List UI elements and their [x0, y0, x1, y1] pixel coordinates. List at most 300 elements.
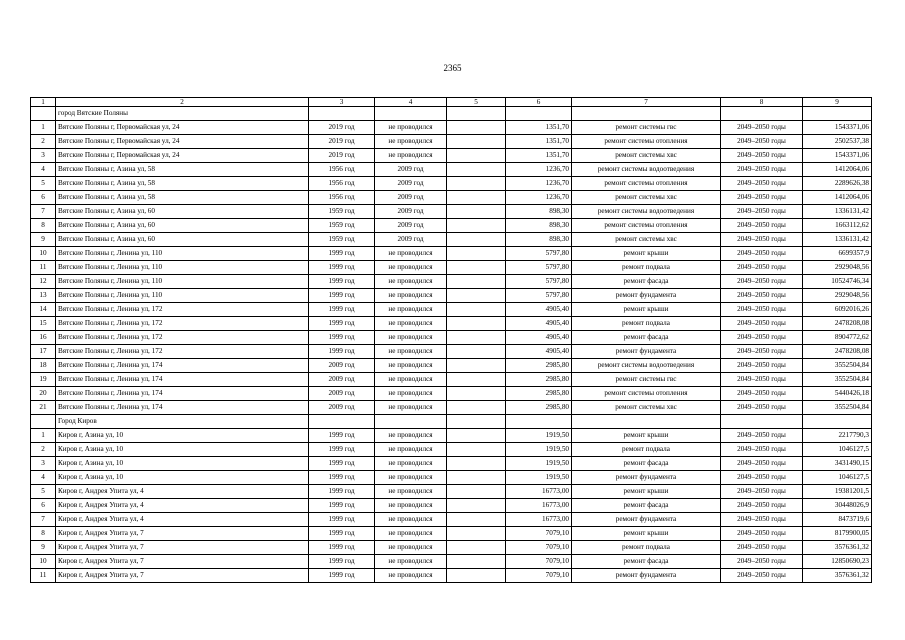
cost: 30448026,9: [803, 499, 872, 513]
address: Вятские Поляны г, Ленина ул, 172: [56, 345, 309, 359]
row-number: 4: [31, 471, 56, 485]
column-number-row: [31, 98, 872, 107]
empty-cell: [447, 429, 506, 443]
table-row: [31, 555, 872, 569]
empty-cell: [447, 303, 506, 317]
row-number: 6: [31, 191, 56, 205]
work-type: ремонт крыши: [572, 429, 721, 443]
planned-period: 2049–2050 годы: [721, 513, 803, 527]
construction-year: 1959 год: [309, 205, 375, 219]
row-number: 8: [31, 219, 56, 233]
last-repair-year: не проводился: [375, 499, 447, 513]
construction-year: 1956 год: [309, 163, 375, 177]
construction-year: 1999 год: [309, 303, 375, 317]
cost: 1412064,06: [803, 191, 872, 205]
planned-period: 2049–2050 годы: [721, 303, 803, 317]
last-repair-year: 2009 год: [375, 177, 447, 191]
last-repair-year: не проводился: [375, 541, 447, 555]
table-row: [31, 261, 872, 275]
planned-period: 2049–2050 годы: [721, 569, 803, 583]
last-repair-year: не проводился: [375, 429, 447, 443]
construction-year: 2009 год: [309, 387, 375, 401]
area: 1919,50: [506, 457, 572, 471]
last-repair-year: 2009 год: [375, 205, 447, 219]
empty-cell: [447, 555, 506, 569]
area: 7079,10: [506, 527, 572, 541]
address: Киров г, Андрея Упита ул, 4: [56, 499, 309, 513]
planned-period: 2049–2050 годы: [721, 121, 803, 135]
last-repair-year: 2009 год: [375, 163, 447, 177]
last-repair-year: не проводился: [375, 471, 447, 485]
cost: 3576361,32: [803, 569, 872, 583]
cost: 3552504,84: [803, 359, 872, 373]
table-row: [31, 485, 872, 499]
row-number: 10: [31, 555, 56, 569]
area: 7079,10: [506, 541, 572, 555]
construction-year: 1999 год: [309, 345, 375, 359]
empty-cell: [506, 415, 572, 429]
area: 4905,40: [506, 303, 572, 317]
address: Вятские Поляны г, Ленина ул, 172: [56, 317, 309, 331]
work-type: ремонт фундамента: [572, 345, 721, 359]
work-type: ремонт системы хвс: [572, 401, 721, 415]
row-number: 5: [31, 177, 56, 191]
address: Киров г, Азина ул, 10: [56, 429, 309, 443]
area: 7079,10: [506, 555, 572, 569]
planned-period: 2049–2050 годы: [721, 541, 803, 555]
planned-period: 2049–2050 годы: [721, 219, 803, 233]
construction-year: 1999 год: [309, 331, 375, 345]
row-number: 11: [31, 569, 56, 583]
address: Вятские Поляны г, Первомайская ул, 24: [56, 149, 309, 163]
table-row: [31, 219, 872, 233]
last-repair-year: не проводился: [375, 303, 447, 317]
cost: 8904772,62: [803, 331, 872, 345]
row-number: 14: [31, 303, 56, 317]
column-number: 4: [375, 98, 447, 107]
address: Вятские Поляны г, Ленина ул, 172: [56, 303, 309, 317]
last-repair-year: не проводился: [375, 275, 447, 289]
planned-period: 2049–2050 годы: [721, 205, 803, 219]
row-number: 1: [31, 121, 56, 135]
table-row: [31, 401, 872, 415]
table-row: [31, 121, 872, 135]
empty-cell: [309, 415, 375, 429]
area: 1919,50: [506, 429, 572, 443]
work-type: ремонт фасада: [572, 331, 721, 345]
row-number: 2: [31, 135, 56, 149]
address: Киров г, Андрея Упита ул, 7: [56, 555, 309, 569]
row-number: 7: [31, 513, 56, 527]
address: Вятские Поляны г, Азина ул, 60: [56, 233, 309, 247]
construction-year: 1999 год: [309, 499, 375, 513]
construction-year: 1999 год: [309, 261, 375, 275]
empty-cell: [447, 121, 506, 135]
planned-period: 2049–2050 годы: [721, 471, 803, 485]
empty-cell: [803, 107, 872, 121]
cost: 1336131,42: [803, 205, 872, 219]
area: 1919,50: [506, 471, 572, 485]
row-number: 4: [31, 163, 56, 177]
work-type: ремонт подвала: [572, 261, 721, 275]
planned-period: 2049–2050 годы: [721, 135, 803, 149]
planned-period: 2049–2050 годы: [721, 317, 803, 331]
cost: 3431490,15: [803, 457, 872, 471]
empty-cell: [309, 107, 375, 121]
row-number: 6: [31, 499, 56, 513]
table-row: [31, 513, 872, 527]
construction-year: 1999 год: [309, 443, 375, 457]
column-number: 7: [572, 98, 721, 107]
work-type: ремонт системы водоотведения: [572, 205, 721, 219]
area: 5797,80: [506, 289, 572, 303]
empty-cell: [447, 107, 506, 121]
row-number: 3: [31, 457, 56, 471]
planned-period: 2049–2050 годы: [721, 401, 803, 415]
last-repair-year: не проводился: [375, 555, 447, 569]
table-row: [31, 135, 872, 149]
empty-cell: [447, 317, 506, 331]
cost: 2289626,38: [803, 177, 872, 191]
last-repair-year: не проводился: [375, 121, 447, 135]
row-number: 21: [31, 401, 56, 415]
area: 5797,80: [506, 247, 572, 261]
work-type: ремонт подвала: [572, 541, 721, 555]
table-row: [31, 303, 872, 317]
planned-period: 2049–2050 годы: [721, 261, 803, 275]
empty-cell: [447, 373, 506, 387]
empty-cell: [375, 415, 447, 429]
empty-cell: [447, 401, 506, 415]
work-type: ремонт фасада: [572, 499, 721, 513]
cost: 6092016,26: [803, 303, 872, 317]
planned-period: 2049–2050 годы: [721, 555, 803, 569]
empty-cell: [447, 191, 506, 205]
cost: 2217790,3: [803, 429, 872, 443]
empty-cell: [803, 415, 872, 429]
construction-year: 2019 год: [309, 121, 375, 135]
address: Киров г, Азина ул, 10: [56, 471, 309, 485]
last-repair-year: не проводился: [375, 289, 447, 303]
table-row: [31, 527, 872, 541]
row-number: 19: [31, 373, 56, 387]
area: 4905,40: [506, 331, 572, 345]
last-repair-year: 2009 год: [375, 191, 447, 205]
construction-year: 1959 год: [309, 219, 375, 233]
table-row: [31, 499, 872, 513]
construction-year: 2009 год: [309, 359, 375, 373]
table-row: [31, 149, 872, 163]
area: 4905,40: [506, 317, 572, 331]
cost: 8473719,6: [803, 513, 872, 527]
empty-cell: [721, 107, 803, 121]
column-number: 9: [803, 98, 872, 107]
work-type: ремонт фундамента: [572, 289, 721, 303]
table-row: [31, 443, 872, 457]
cost: 1336131,42: [803, 233, 872, 247]
empty-cell: [447, 331, 506, 345]
row-number: 9: [31, 541, 56, 555]
column-number: 8: [721, 98, 803, 107]
column-number: 2: [56, 98, 309, 107]
section-title: Город Киров: [56, 415, 309, 429]
area: 1236,70: [506, 163, 572, 177]
cost: 3576361,32: [803, 541, 872, 555]
construction-year: 1956 год: [309, 191, 375, 205]
cost: 5440426,18: [803, 387, 872, 401]
empty-cell: [447, 415, 506, 429]
construction-year: 1999 год: [309, 513, 375, 527]
work-type: ремонт системы хвс: [572, 149, 721, 163]
address: Вятские Поляны г, Ленина ул, 110: [56, 247, 309, 261]
area: 4905,40: [506, 345, 572, 359]
construction-year: 2019 год: [309, 135, 375, 149]
table-row: [31, 275, 872, 289]
empty-cell: [447, 345, 506, 359]
construction-year: 1999 год: [309, 471, 375, 485]
table-body: [31, 98, 872, 583]
address: Киров г, Азина ул, 10: [56, 443, 309, 457]
cost: 2502537,38: [803, 135, 872, 149]
construction-year: 1999 год: [309, 429, 375, 443]
column-number: 1: [31, 98, 56, 107]
empty-cell: [447, 513, 506, 527]
last-repair-year: не проводился: [375, 373, 447, 387]
empty-cell: [447, 527, 506, 541]
row-number: 12: [31, 275, 56, 289]
planned-period: 2049–2050 годы: [721, 387, 803, 401]
construction-year: 1999 год: [309, 569, 375, 583]
address: Вятские Поляны г, Первомайская ул, 24: [56, 135, 309, 149]
address: Вятские Поляны г, Азина ул, 58: [56, 177, 309, 191]
empty-cell: [447, 359, 506, 373]
empty-cell: [447, 387, 506, 401]
work-type: ремонт крыши: [572, 485, 721, 499]
table-row: [31, 331, 872, 345]
empty-cell: [447, 499, 506, 513]
planned-period: 2049–2050 годы: [721, 345, 803, 359]
planned-period: 2049–2050 годы: [721, 359, 803, 373]
construction-year: 1999 год: [309, 457, 375, 471]
row-number: 8: [31, 527, 56, 541]
cost: 1046127,5: [803, 471, 872, 485]
address: Вятские Поляны г, Ленина ул, 174: [56, 387, 309, 401]
address: Вятские Поляны г, Азина ул, 58: [56, 163, 309, 177]
table-row: [31, 233, 872, 247]
table-row: [31, 457, 872, 471]
row-number: 7: [31, 205, 56, 219]
address: Вятские Поляны г, Ленина ул, 110: [56, 261, 309, 275]
construction-year: 1999 год: [309, 485, 375, 499]
repair-schedule-table: [30, 97, 872, 583]
row-number: 3: [31, 149, 56, 163]
area: 898,30: [506, 233, 572, 247]
row-number: 20: [31, 387, 56, 401]
construction-year: 1999 год: [309, 289, 375, 303]
cost: 1412064,06: [803, 163, 872, 177]
address: Вятские Поляны г, Ленина ул, 172: [56, 331, 309, 345]
work-type: ремонт фундамента: [572, 513, 721, 527]
row-number: 2: [31, 443, 56, 457]
table-row: [31, 359, 872, 373]
table-row: [31, 177, 872, 191]
area: 898,30: [506, 205, 572, 219]
planned-period: 2049–2050 годы: [721, 443, 803, 457]
address: Киров г, Андрея Упита ул, 7: [56, 541, 309, 555]
cost: 19381201,5: [803, 485, 872, 499]
row-number: 5: [31, 485, 56, 499]
empty-cell: [447, 541, 506, 555]
planned-period: 2049–2050 годы: [721, 163, 803, 177]
page-number: 2365: [443, 63, 462, 73]
last-repair-year: не проводился: [375, 331, 447, 345]
empty-cell: [447, 205, 506, 219]
area: 2985,80: [506, 387, 572, 401]
area: 2985,80: [506, 359, 572, 373]
section-title: город Вятские Поляны: [56, 107, 309, 121]
empty-cell: [447, 289, 506, 303]
construction-year: 1999 год: [309, 541, 375, 555]
empty-cell: [447, 219, 506, 233]
work-type: ремонт крыши: [572, 303, 721, 317]
empty-cell: [447, 233, 506, 247]
address: Киров г, Андрея Упита ул, 7: [56, 569, 309, 583]
table-row: [31, 247, 872, 261]
cost: 3552504,84: [803, 401, 872, 415]
work-type: ремонт системы гвс: [572, 121, 721, 135]
area: 1919,50: [506, 443, 572, 457]
empty-cell: [447, 177, 506, 191]
table-row: [31, 191, 872, 205]
area: 7079,10: [506, 569, 572, 583]
row-number: 18: [31, 359, 56, 373]
construction-year: 1999 год: [309, 247, 375, 261]
planned-period: 2049–2050 годы: [721, 177, 803, 191]
table-row: [31, 569, 872, 583]
cost: 2478208,08: [803, 345, 872, 359]
area: 1351,70: [506, 149, 572, 163]
column-number: 3: [309, 98, 375, 107]
cost: 2929048,56: [803, 289, 872, 303]
construction-year: 1956 год: [309, 177, 375, 191]
last-repair-year: не проводился: [375, 457, 447, 471]
last-repair-year: не проводился: [375, 485, 447, 499]
table-row: [31, 471, 872, 485]
construction-year: 1959 год: [309, 233, 375, 247]
column-number: 6: [506, 98, 572, 107]
address: Вятские Поляны г, Азина ул, 60: [56, 219, 309, 233]
empty-cell: [572, 415, 721, 429]
area: 898,30: [506, 219, 572, 233]
row-number: 1: [31, 429, 56, 443]
work-type: ремонт фундамента: [572, 569, 721, 583]
last-repair-year: не проводился: [375, 359, 447, 373]
cost: 12850690,23: [803, 555, 872, 569]
last-repair-year: 2009 год: [375, 233, 447, 247]
empty-cell: [572, 107, 721, 121]
construction-year: 1999 год: [309, 555, 375, 569]
area: 1351,70: [506, 135, 572, 149]
work-type: ремонт крыши: [572, 527, 721, 541]
work-type: ремонт подвала: [572, 317, 721, 331]
empty-cell: [447, 443, 506, 457]
area: 16773,00: [506, 485, 572, 499]
empty-cell: [447, 261, 506, 275]
planned-period: 2049–2050 годы: [721, 527, 803, 541]
last-repair-year: не проводился: [375, 345, 447, 359]
work-type: ремонт системы хвс: [572, 233, 721, 247]
empty-cell: [721, 415, 803, 429]
empty-cell: [447, 135, 506, 149]
empty-cell: [447, 569, 506, 583]
cost: 8179900,05: [803, 527, 872, 541]
work-type: ремонт подвала: [572, 443, 721, 457]
table-row: [31, 205, 872, 219]
cost: 6699357,9: [803, 247, 872, 261]
work-type: ремонт системы отопления: [572, 177, 721, 191]
address: Вятские Поляны г, Ленина ул, 174: [56, 373, 309, 387]
row-number: 16: [31, 331, 56, 345]
address: Киров г, Андрея Упита ул, 4: [56, 485, 309, 499]
work-type: ремонт фасада: [572, 275, 721, 289]
cost: 1543371,06: [803, 149, 872, 163]
work-type: ремонт фундамента: [572, 471, 721, 485]
work-type: ремонт системы отопления: [572, 387, 721, 401]
planned-period: 2049–2050 годы: [721, 275, 803, 289]
area: 1351,70: [506, 121, 572, 135]
planned-period: 2049–2050 годы: [721, 149, 803, 163]
empty-cell: [447, 163, 506, 177]
planned-period: 2049–2050 годы: [721, 247, 803, 261]
planned-period: 2049–2050 годы: [721, 373, 803, 387]
address: Вятские Поляны г, Ленина ул, 110: [56, 275, 309, 289]
empty-cell: [447, 149, 506, 163]
table-row: [31, 345, 872, 359]
planned-period: 2049–2050 годы: [721, 233, 803, 247]
cost: 1543371,06: [803, 121, 872, 135]
section-row: [31, 415, 872, 429]
address: Вятские Поляны г, Ленина ул, 174: [56, 359, 309, 373]
address: Вятские Поляны г, Ленина ул, 110: [56, 289, 309, 303]
table-row: [31, 429, 872, 443]
cost: 2929048,56: [803, 261, 872, 275]
last-repair-year: не проводился: [375, 527, 447, 541]
area: 2985,80: [506, 401, 572, 415]
planned-period: 2049–2050 годы: [721, 331, 803, 345]
area: 16773,00: [506, 499, 572, 513]
empty-cell: [375, 107, 447, 121]
last-repair-year: 2009 год: [375, 219, 447, 233]
construction-year: 1999 год: [309, 527, 375, 541]
row-number: 15: [31, 317, 56, 331]
row-number: 17: [31, 345, 56, 359]
empty-cell: [447, 471, 506, 485]
last-repair-year: не проводился: [375, 247, 447, 261]
row-number: 10: [31, 247, 56, 261]
address: Киров г, Азина ул, 10: [56, 457, 309, 471]
empty-cell: [506, 107, 572, 121]
construction-year: 2009 год: [309, 401, 375, 415]
cost: 3552504,84: [803, 373, 872, 387]
planned-period: 2049–2050 годы: [721, 191, 803, 205]
table-row: [31, 387, 872, 401]
area: 5797,80: [506, 261, 572, 275]
last-repair-year: не проводился: [375, 135, 447, 149]
construction-year: 2009 год: [309, 373, 375, 387]
empty-cell: [31, 107, 56, 121]
last-repair-year: не проводился: [375, 387, 447, 401]
address: Киров г, Андрея Упита ул, 7: [56, 527, 309, 541]
